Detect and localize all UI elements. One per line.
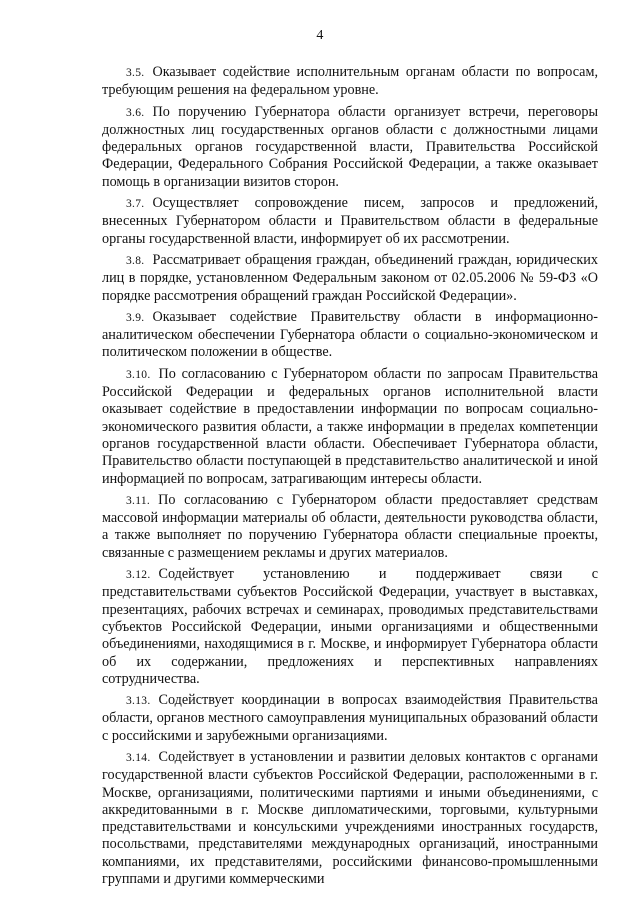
paragraph-3-12 [102,566,598,688]
page-number: 4 [316,28,324,43]
paragraph-3-8 [102,252,598,305]
paragraph-text: Содействует координации в вопросах взаимодействия Правительства области, органов местного самоуправления муниципальных образований области с российскими и зарубежными организациями. [102,692,598,744]
paragraph-3-9 [102,309,598,362]
paragraph-number: 3.5. [126,67,145,79]
paragraph-text: По согласованию с Губернатором области предоставляет средствам массовой информации материалы об области, деятельности руководства области, а также выполняет по поручению Губернатора области специальные проекты, связанные с размещением рекламы и других материалов. [102,491,598,561]
paragraph-number: 3.13. [126,695,151,708]
paragraph-number: 3.14. [126,751,151,764]
paragraph-text: Содействует установлению и поддерживает связи с представительствами субъектов Российской Федерации, участвует в выставках, презентациях, рабочих встречах и семинарах, проводимых представительствами субъектов Российской Федерации, иными организациями и общественными объединениями, находящимися в г. Москве, и информирует Губернатора области об их содержании, предложениях и перспективных направлениях сотрудничества. [102,566,598,687]
paragraph-text: Рассматривает обращения граждан, объединений граждан, юридических лиц в порядке, установленном Федеральным законом от 02.05.2006 № 59-ФЗ «О порядке рассмотрения обращений граждан Российской Федерации». [102,251,598,304]
paragraph-text: Оказывает содействие Правительству области в информационно-аналитическом обеспечении Губернатора области о социально-экономическом и политическом положении в обществе. [102,308,598,361]
paragraph-text: Оказывает содействие исполнительным органам области по вопросам, требующим решения на федеральном уровне. [102,64,598,99]
paragraph-number: 3.6. [126,106,145,119]
paragraph-text: Осуществляет сопровождение писем, запросов и предложений, внесенных Губернатором области и Правительством области в федеральные органы государственной власти, информирует об их рассмотрении. [102,195,598,247]
paragraph-3-10 [102,366,598,488]
paragraph-3-14 [102,749,598,888]
paragraph-number: 3.7. [126,198,145,211]
paragraph-3-7 [102,195,598,248]
paragraph-number: 3.9. [126,311,145,324]
paragraph-number: 3.8. [126,254,145,267]
document-body [102,64,598,892]
paragraph-3-6 [102,104,598,191]
paragraph-number: 3.10. [126,368,151,381]
paragraph-3-5 [102,64,598,100]
paragraph-text: По согласованию с Губернатором области по запросам Правительства Российской Федерации и федеральных органов исполнительной власти оказывает содействие в предоставлении информации по вопросам социально-экономического развития области, а также информации в пределах компетенции органов государственной власти области. Обеспечивает Губернатора области, Правительство области поступающей в представительство аналитической и иной информацией по вопросам, затрагивающим интересы области. [102,365,598,487]
paragraph-3-11 [102,492,598,562]
paragraph-text: Содействует в установлении и развитии деловых контактов с органами государственной власти субъектов Российской Федерации, расположенными в г. Москве, организациями, политическими партиями и иными объединениями, с аккредитованными в г. Москве дипломатическими, торговыми, культурными представительствами и консульскими учреждениями иностранных государств, посольствами, представителями международных организаций, иностранными компаниями, их представителями, российскими финансово-промышленными группами и другими коммерческими [102,748,598,888]
paragraph-number: 3.11. [126,494,151,507]
paragraph-number: 3.12. [126,569,151,582]
paragraph-text: По поручению Губернатора области организует встречи, переговоры должностных лиц государственных органов области с должностными лицами федеральных органов государственной власти, Правительства Российской Федерации, Федерального Собрания Российской Федерации, а также оказывает помощь в организации визитов сторон. [102,103,598,190]
paragraph-3-13 [102,692,598,745]
